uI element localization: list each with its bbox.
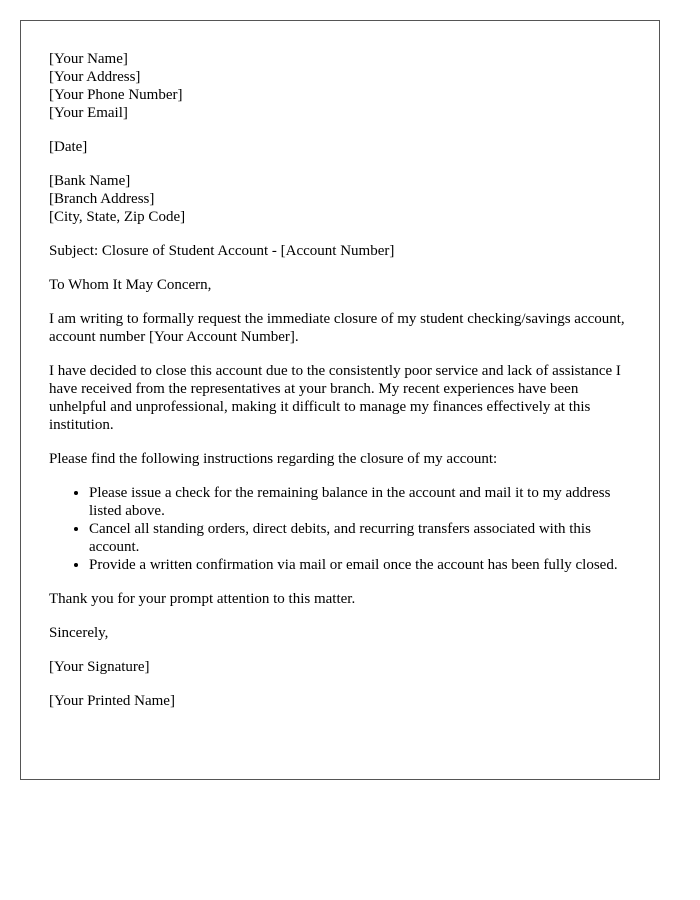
paragraph: Please find the following instructions regarding the closure of my account: [49,451,498,467]
paragraph: I am writing to formally request the immediate closure of my student checking/savings account, account number [Your Account Number]. [49,311,625,345]
list-item: • Provide a written confirmation via mail or email once the account has been fully closed. [89,556,631,574]
date: [Date] [49,139,88,155]
thanks: Thank you for your prompt attention to this matter. [49,591,356,607]
salutation: To Whom It May Concern, [49,277,212,293]
bank-name: [Bank Name] [49,173,131,189]
branch-address: [Branch Address] [49,191,155,207]
recipient-block [49,172,631,226]
sender-name: [Your Name] [49,51,128,67]
signature: [Your Signature] [49,659,150,675]
closing: Sincerely, [49,625,109,641]
sender-address: [Your Address] [49,69,141,85]
letter [20,20,660,780]
list-item: • Please issue a check for the remaining balance in the account and mail it to my address listed above. [89,484,631,520]
sender-block [49,50,631,122]
printed-name: [Your Printed Name] [49,693,175,709]
subject: Subject: Closure of Student Account - [Account Number] [49,243,395,259]
sender-email: [Your Email] [49,105,128,121]
sender-phone: [Your Phone Number] [49,87,183,103]
instructions-list [49,484,631,574]
paragraph: I have decided to close this account due to the consistently poor service and lack of assistance I have received from the representatives at your branch. My recent experiences have been unhelpful and unprofessional, making it difficult to manage my finances effectively at this institution. [49,363,621,433]
city-state-zip: [City, State, Zip Code] [49,209,186,225]
list-item: • Cancel all standing orders, direct debits, and recurring transfers associated with this account. [89,520,631,556]
